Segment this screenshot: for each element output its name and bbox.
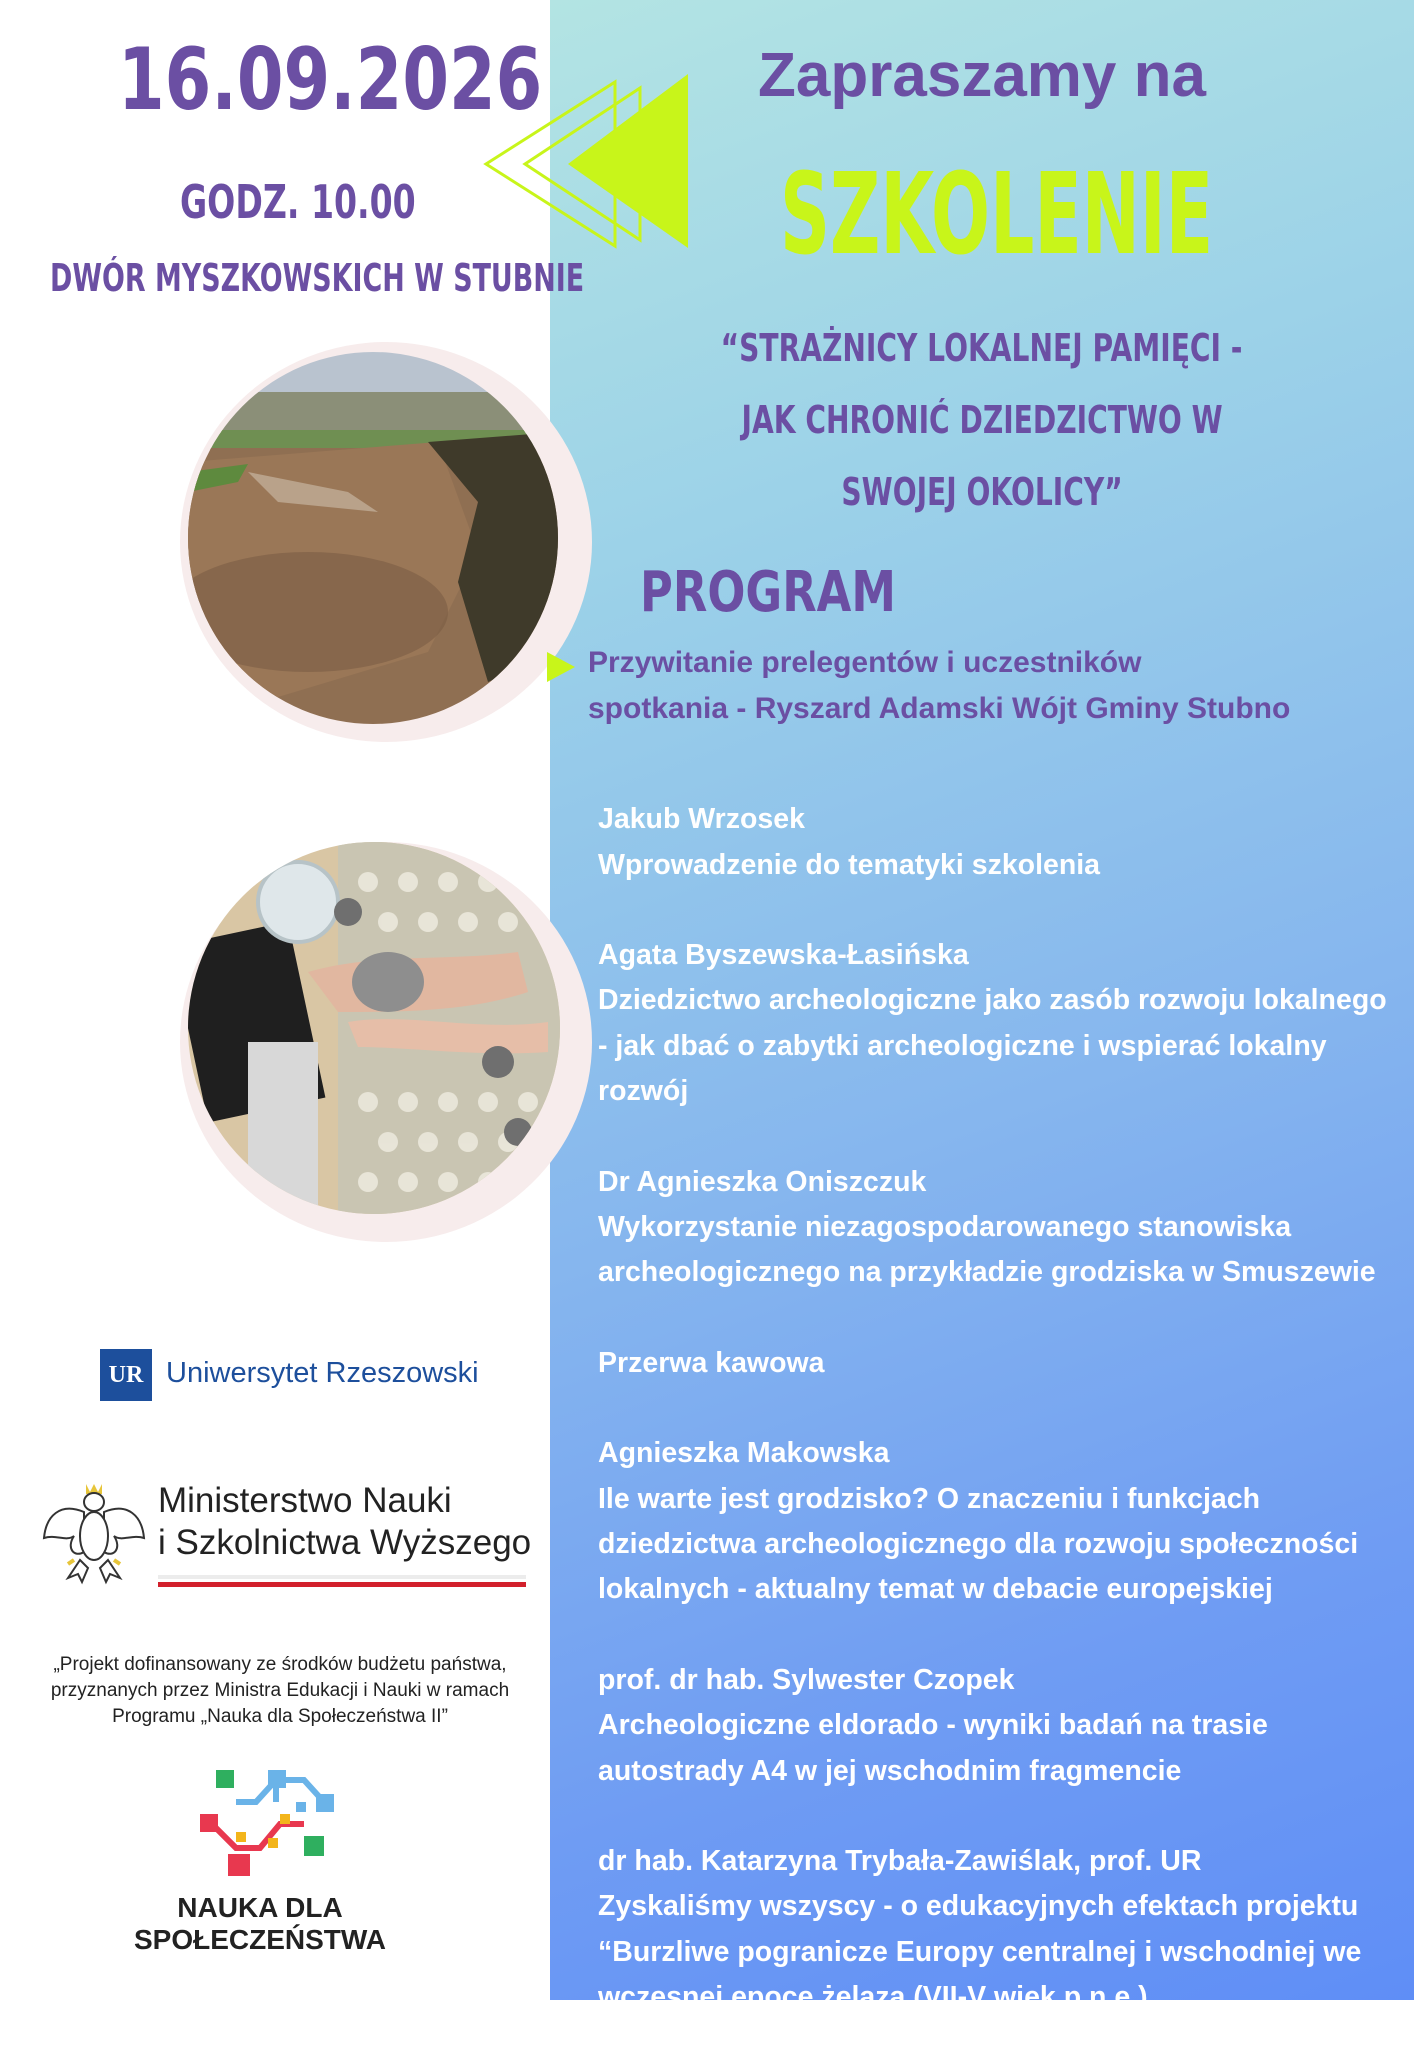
- ministry-name: [158, 1480, 531, 1564]
- speaker-name: Jakub Wrzosek: [598, 803, 805, 836]
- talk-topic-line: wczesnej epoce żelaza (VII-V wiek p.n.e.): [598, 1981, 1148, 2014]
- funding-note-line: Programu „Nauka dla Społeczeństwa II”: [112, 1706, 448, 1727]
- talk-topic-line: Archeologiczne eldorado - wyniki badań na trasie: [598, 1709, 1268, 1742]
- event-time: GODZ. 10.00: [180, 175, 416, 229]
- funding-note-line: „Projekt dofinansowany ze środków budżetu państwa,: [53, 1654, 507, 1675]
- talk-topic-line: Zyskaliśmy wszyscy - o edukacyjnych efektach projektu: [598, 1890, 1359, 1923]
- event-venue: DWÓR MYSZKOWSKICH W STUBNIE: [50, 256, 585, 300]
- training-title-line: SWOJEJ OKOLICY”: [841, 470, 1123, 514]
- training-title-line: “STRAŻNICY LOKALNEJ PAMIĘCI -: [721, 326, 1243, 370]
- workshop-photo: [188, 842, 560, 1214]
- program-logo-line: NAUKA DLA: [177, 1892, 343, 1923]
- coffee-break: Przerwa kawowa: [598, 1346, 825, 1379]
- bullet-triangle-icon: [545, 650, 577, 684]
- talk-topic-line: archeologicznego na przykładzie grodziska w Smuszewie: [598, 1256, 1376, 1289]
- funding-note-line: przyznanych przez Ministra Edukacji i Nauki w ramach: [50, 1680, 510, 1701]
- talk-topic-line: rozwój: [598, 1075, 689, 1108]
- ministry-name-line: i Szkolnictwa Wyższego: [158, 1523, 532, 1562]
- talk-topic-line: dziedzictwa archeologicznego dla rozwoju społeczności: [598, 1528, 1359, 1561]
- network-logo-icon: [196, 1762, 346, 1880]
- program-logo-line: SPOŁECZEŃSTWA: [133, 1924, 386, 1955]
- speaker-name: Agata Byszewska-Łasińska: [598, 939, 969, 972]
- landscape-photo: [188, 352, 558, 724]
- program-logo-name: [60, 1892, 460, 1956]
- ministry-name-line: Ministerstwo Nauki: [158, 1481, 452, 1520]
- eagle-emblem-icon: [40, 1476, 148, 1588]
- speaker-name: Agnieszka Makowska: [598, 1437, 890, 1470]
- intro-line: Przywitanie prelegentów i uczestników: [588, 646, 1142, 679]
- program-heading: PROGRAM: [640, 560, 896, 625]
- speaker-name: dr hab. Katarzyna Trybała-Zawiślak, prof. UR: [598, 1845, 1202, 1878]
- talk-topic-line: Dziedzictwo archeologiczne jako zasób rozwoju lokalnego: [598, 984, 1387, 1017]
- talk-topic-line: Ile warte jest grodzisko? O znaczeniu i funkcjach: [598, 1482, 1260, 1515]
- university-name: Uniwersytet Rzeszowski: [166, 1357, 479, 1389]
- flag-stripe-white: [158, 1575, 526, 1579]
- flag-stripe-red: [158, 1582, 526, 1587]
- talk-topic-line: lokalnych - aktualny temat w debacie europejskiej: [598, 1573, 1273, 1606]
- invitation-text: Zapraszamy na: [758, 41, 1206, 110]
- talk-topic-line: autostrady A4 w jej wschodnim fragmencie: [598, 1754, 1182, 1787]
- talk-topic-line: Wprowadzenie do tematyki szkolenia: [598, 848, 1101, 881]
- agenda-list: [598, 752, 1398, 2066]
- talk-topic-line: - jak dbać o zabytki archeologiczne i wspierać lokalny: [598, 1029, 1327, 1062]
- talk-topic-line: “Burzliwe pogranicze Europy centralnej i wschodniej we: [598, 1935, 1362, 1968]
- intro-line: spotkania - Ryszard Adamski Wójt Gminy Stubno: [588, 692, 1291, 725]
- training-title-line: JAK CHRONIĆ DZIEDZICTWO W: [741, 398, 1223, 442]
- talk-topic-line: Wykorzystanie niezagospodarowanego stanowiska: [598, 1210, 1292, 1243]
- program-intro: [588, 640, 1388, 732]
- event-date: 16.09.2026: [118, 30, 543, 130]
- university-mark: UR: [100, 1349, 152, 1401]
- event-type-headline: SZKOLENIE: [780, 150, 1214, 280]
- speaker-name: Dr Agnieszka Oniszczuk: [598, 1165, 927, 1198]
- speaker-name: prof. dr hab. Sylwester Czopek: [598, 1663, 1015, 1696]
- funding-note: [30, 1652, 530, 1730]
